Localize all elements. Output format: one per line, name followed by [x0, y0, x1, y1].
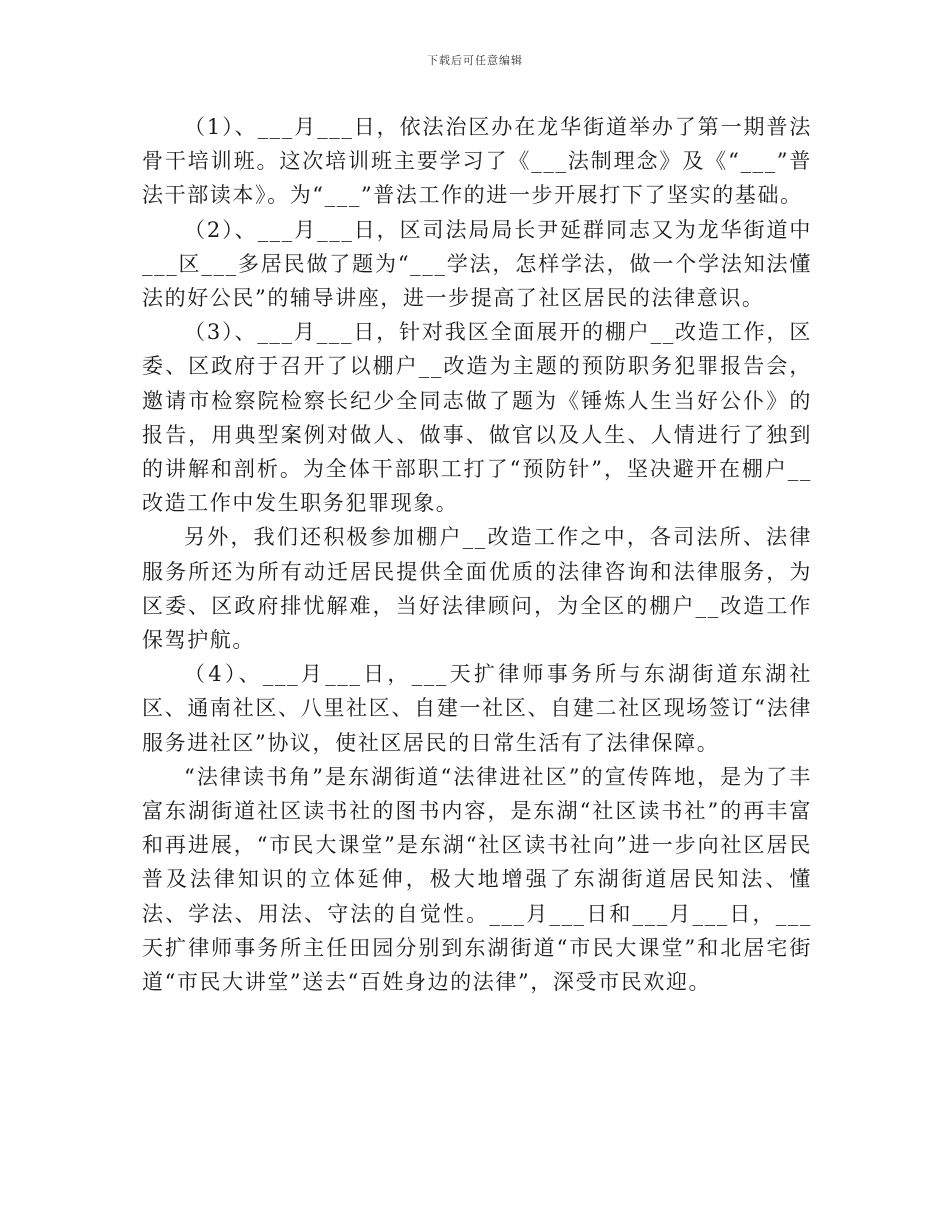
paragraph-3: （3）、___月___日，针对我区全面展开的棚户__改造工作，区委、区政府于召开了以棚户__改造为主题的预防职务犯罪报告会，邀请市检察院检察长纪少全同志做了题为《锤炼人生当好公仆》的报告，用典型案例对做人、做事、做官以及人生、人情进行了独到的讲解和剖析。为全体干部职工打了“预防针”，坚决避开在棚户__改造工作中发生职务犯罪现象。	[142, 320, 812, 516]
paragraph-2: （2）、___月___日，区司法局局长尹延群同志又为龙华街道中___区___多居民做了题为“___学法，怎样学法，做一个学法知法懂法的好公民”的辅导讲座，进一步提高了社区居民的法律意识。	[142, 217, 812, 311]
document-body	[142, 110, 812, 999]
paragraph-1: （1）、___月___日，依法治区办在龙华街道举办了第一期普法骨干培训班。这次培训班主要学习了《___法制理念》及《“___”普法干部读本》。为“___”普法工作的进一步开展打下了坚实的基础。	[142, 115, 812, 208]
page-header: 下载后可任意编辑	[427, 54, 523, 67]
paragraph-6: “法律读书角”是东湖街道“法律进社区”的宣传阵地，是为了丰富东湖街道社区读书社的图书内容，是东湖“社区读书社”的再丰富和再进展，“市民大课堂”是东湖“社区读书社向”进一步向社区居民普及法律知识的立体延伸，极大地增强了东湖街道居民知法、懂法、学法、用法、守法的自觉性。___月___日和___月___日，___天扩律师事务所主任田园分别到东湖街道“市民大课堂”和北居宅街道“市民大讲堂”送去“百姓身边的法律”，深受市民欢迎。	[142, 764, 812, 995]
paragraph-5: （4）、___月___日，___天扩律师事务所与东湖街道东湖社区、通南社区、八里社区、自建一社区、自建二社区现场签订“法律服务进社区”协议，使社区居民的日常生活有了法律保障。	[142, 662, 812, 755]
paragraph-4: 另外，我们还积极参加棚户__改造工作之中，各司法所、法律服务所还为所有动迁居民提供全面优质的法律咨询和法律服务，为区委、区政府排忧解难，当好法律顾问，为全区的棚户__改造工作保驾护航。	[142, 525, 812, 653]
